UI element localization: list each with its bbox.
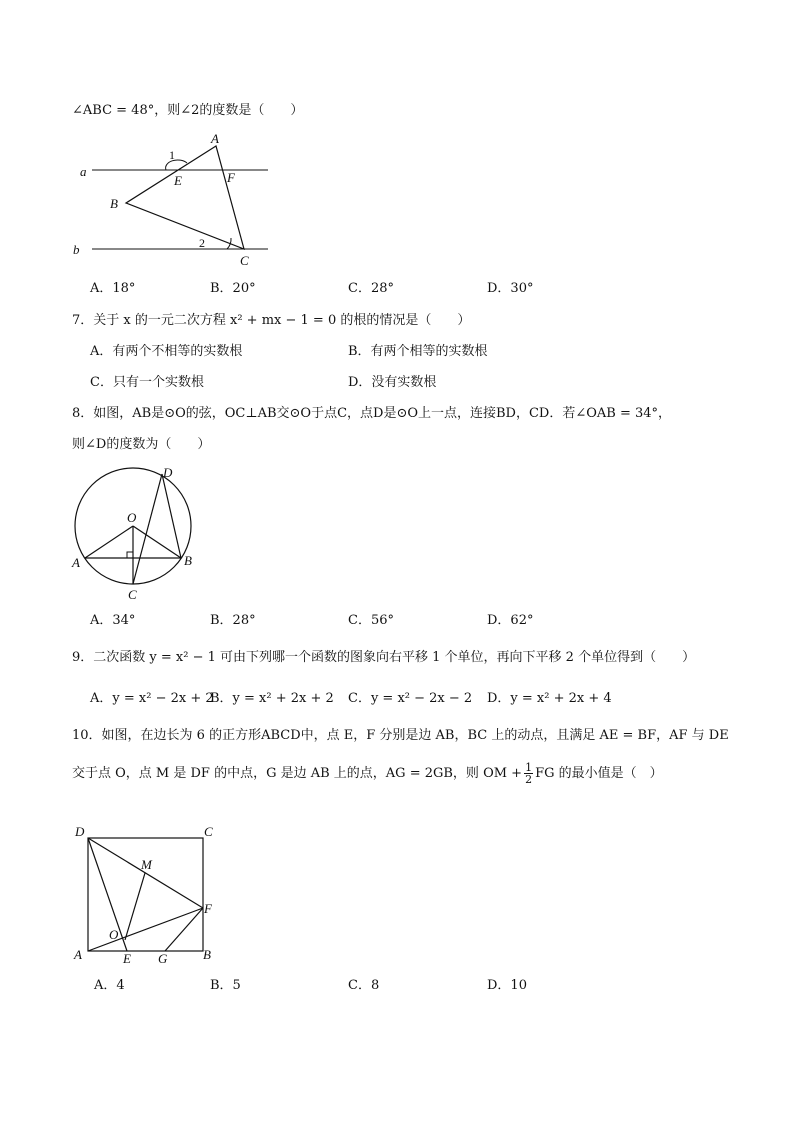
q8-stem-line2: 则∠D的度数为（ ） [72,437,211,452]
q6-option-c[interactable]: C．28° [348,281,394,296]
q8-option-d[interactable]: D．62° [487,613,534,628]
q7-stem: 7．关于 x 的一元二次方程 x² + mx − 1 = 0 的根的情况是（ ） [72,313,471,328]
q8-label-D: D [163,465,173,480]
q6-label-b: b [73,242,80,257]
q6-stem-tail: ∠ABC = 48°，则∠2的度数是（ ） [72,103,304,118]
q8-option-c[interactable]: C．56° [348,613,394,628]
q10-option-c[interactable]: C．8 [348,978,380,993]
q10-option-b[interactable]: B．5 [210,978,241,993]
q10-label-F: F [204,901,212,916]
q8-label-O: O [127,510,137,525]
q7-option-b[interactable]: B．有两个相等的实数根 [348,344,488,359]
q10-label-B: B [203,947,211,962]
q9-option-c[interactable]: C．y = x² − 2x − 2 [348,691,473,706]
q10-stem-line2 [72,762,663,785]
q8-stem-line1: 8．如图，AB是⊙O的弦，OC⊥AB交⊙O于点C，点D是⊙O上一点，连接BD，CD．若∠OAB = 34°， [72,406,672,421]
q8-option-a[interactable]: A．34° [90,613,136,628]
q8-label-A: A [72,555,80,570]
q6-option-a[interactable]: A．18° [90,281,136,296]
q10-option-d[interactable]: D．10 [487,978,527,993]
q10-option-a[interactable]: A．4 [94,978,125,993]
q7-option-c[interactable]: C．只有一个实数根 [90,375,204,390]
q10-stem-line2-post: FG 的最小值是（ ） [535,766,663,781]
q7-option-d[interactable]: D．没有实数根 [348,375,437,390]
q8-label-B: B [184,553,192,568]
q8-option-b[interactable]: B．28° [210,613,256,628]
q6-label-A: A [211,131,219,146]
q6-angle-2: 2 [199,236,205,250]
q8-figure [66,462,206,604]
q10-stem-line1: 10．如图，在边长为 6 的正方形ABCD中，点 E，F 分别是边 AB，BC 上的动点，且满足 AE = BF，AF 与 DE [72,728,729,743]
q9-option-b[interactable]: B．y = x² + 2x + 2 [210,691,334,706]
q6-label-E: E [174,173,182,188]
q10-stem-line2-pre: 交于点 O，点 M 是 DF 的中点，G 是边 AB 上的点，AG = 2GB，则 OM + [72,766,523,781]
q6-option-b[interactable]: B．20° [210,281,256,296]
q9-stem: 9．二次函数 y = x² − 1 可由下列哪一个函数的图象向右平移 1 个单位，再向下平移 2 个单位得到（ ） [72,650,696,665]
q6-label-B: B [110,196,118,211]
q6-label-F: F [227,170,235,185]
q10-label-G: G [158,951,168,966]
q10-fraction-denominator: 2 [525,773,533,786]
q10-label-O: O [109,927,119,942]
q6-label-a: a [80,164,87,179]
q7-option-a[interactable]: A．有两个不相等的实数根 [90,344,243,359]
q10-label-A: A [74,947,82,962]
q10-label-C: C [204,824,213,839]
q6-figure [70,130,280,270]
q9-option-d[interactable]: D．y = x² + 2x + 4 [487,691,612,706]
q10-label-D: D [75,824,85,839]
q10-label-E: E [123,951,131,966]
q10-fraction-numerator: 1 [525,761,533,774]
q6-label-C: C [240,253,249,268]
q10-fraction [524,762,533,785]
q8-label-C: C [128,587,137,602]
q10-label-M: M [141,857,152,872]
q6-option-d[interactable]: D．30° [487,281,534,296]
q6-angle-1: 1 [169,148,175,162]
q9-option-a[interactable]: A．y = x² − 2x + 2 [90,691,214,706]
q10-figure [70,820,230,970]
